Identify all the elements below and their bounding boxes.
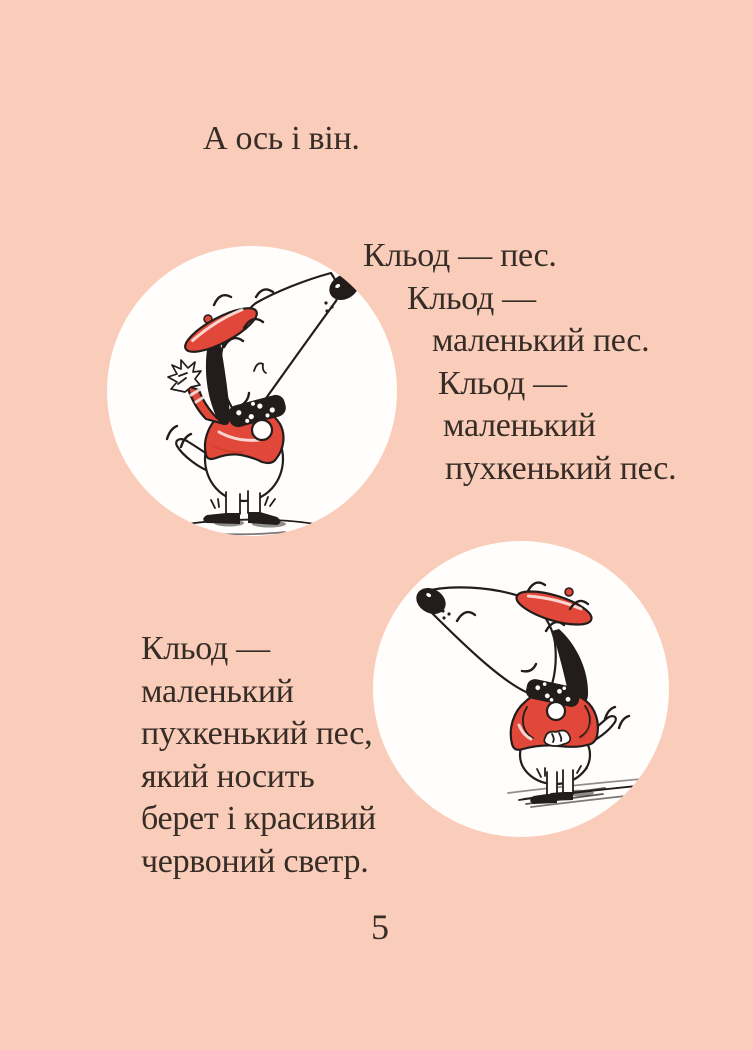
dog-standing-illustration xyxy=(373,541,669,837)
caption-line: маленький xyxy=(443,407,596,445)
caption-right xyxy=(363,235,676,491)
caption-line: Кльод — xyxy=(407,279,536,317)
illustration-circle-first xyxy=(107,246,397,536)
caption-line: Кльод — xyxy=(141,630,270,667)
illustration-circle-second xyxy=(373,541,669,837)
page-number: 5 xyxy=(371,907,389,947)
caption-left xyxy=(141,628,376,884)
caption-line: Кльод — xyxy=(438,364,567,402)
caption-line: маленький пес. xyxy=(432,322,650,360)
dog-waving-illustration xyxy=(107,246,397,536)
caption-line: пухкенький пес. xyxy=(445,449,677,487)
caption-line: берет і красивий xyxy=(141,800,376,838)
caption-line: пухкенький пес, xyxy=(141,715,373,753)
caption-line: який носить xyxy=(141,757,315,795)
caption-line: червоний светр. xyxy=(141,842,369,880)
caption-line: маленький xyxy=(141,672,294,710)
intro-text: А ось і він. xyxy=(203,120,360,157)
caption-line: Кльод — пес. xyxy=(363,237,557,274)
